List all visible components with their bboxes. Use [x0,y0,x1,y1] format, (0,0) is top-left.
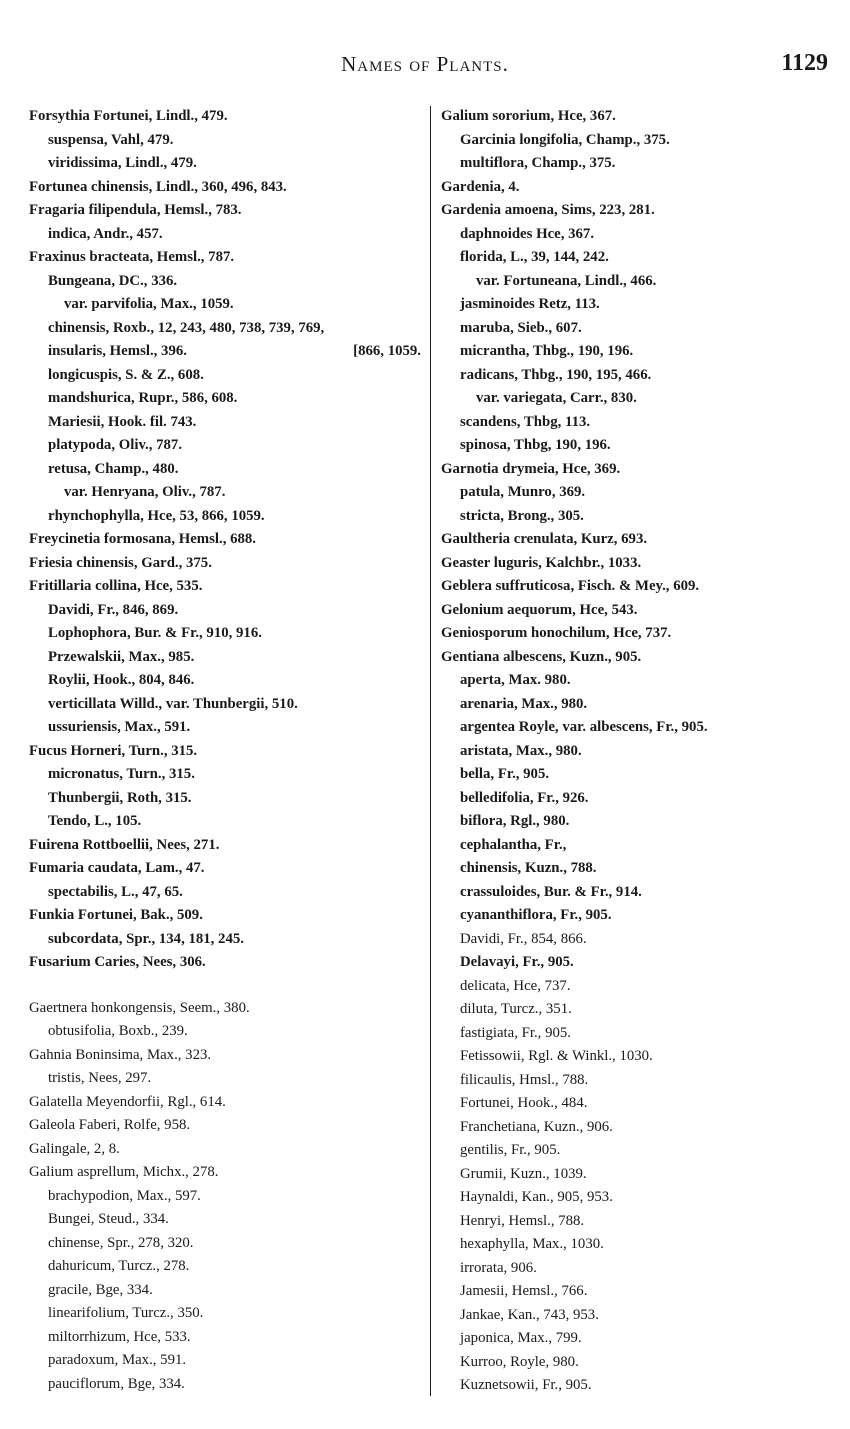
index-entry [441,857,836,881]
index-entry [29,293,421,317]
index-entry [29,387,421,411]
entry-text: insularis, Hemsl., 396. [48,343,187,359]
entry-text: spinosa, Thbg, 190, 196. [460,437,611,453]
entry-text: Mariesii, Hook. fil. 743. [48,413,197,430]
entry-text: Fetissowii, Rgl. & Winkl., 1030. [460,1048,653,1064]
entry-text: Jamesii, Hemsl., 766. [460,1283,588,1299]
entry-text: Kurroo, Royle, 980. [460,1353,579,1370]
entry-text: Funkia Fortunei, Bak., 509. [29,907,203,923]
index-entry [441,1327,836,1351]
index-entry [29,740,421,764]
index-entry [441,246,836,270]
right-column [441,105,836,1398]
index-entry [441,1351,836,1375]
entry-text: micronatus, Turn., 315. [48,766,195,782]
entry-text: Delavayi, Fr., 905. [460,954,574,970]
entry-text: Jankae, Kan., 743, 953. [460,1306,599,1323]
page-header [0,50,850,90]
entry-text: chinensis, Roxb., 12, 243, 480, 738, 739, 769, [48,319,325,336]
index-entry [441,152,836,176]
index-entry [441,387,836,411]
entry-text: belledifolia, Fr., 926. [460,789,589,806]
index-entry [29,270,421,294]
entry-text: filicaulis, Hmsl., 788. [460,1071,589,1088]
entry-text: Gardenia, 4. [441,178,520,195]
entry-text: Freycinetia formosana, Hemsl., 688. [29,531,256,547]
index-entry [29,622,421,646]
index-entry [29,223,421,247]
index-entry [441,411,836,435]
entry-text: multiflora, Champ., 375. [460,155,616,171]
index-entry [29,669,421,693]
page-number: 1129 [781,50,828,76]
index-entry [29,1020,421,1044]
index-entry [441,834,836,858]
index-entry [29,129,421,153]
entry-text: radicans, Thbg., 190, 195, 466. [460,366,652,383]
entry-text: Garnotia drymeia, Hce, 369. [441,460,621,477]
index-entry [29,1349,421,1373]
entry-text: rhynchophylla, Hce, 53, 866, 1059. [48,507,265,524]
entry-text: Thunbergii, Roth, 315. [48,789,192,806]
entry-text: Geaster luguris, Kalchbr., 1033. [441,554,642,571]
index-entry [441,599,836,623]
index-entry [441,223,836,247]
index-entry [441,129,836,153]
index-entry [29,528,421,552]
entry-text: Fragaria filipendula, Hemsl., 783. [29,202,242,218]
index-entry [29,693,421,717]
index-entry [29,997,421,1021]
index-entry [441,810,836,834]
entry-text: var. Fortuneana, Lindl., 466. [476,272,657,289]
index-entry [29,340,421,364]
entry-text: platypoda, Oliv., 787. [48,437,183,453]
index-entry [441,1069,836,1093]
entry-text: longicuspis, S. & Z., 608. [48,366,204,383]
index-entry [441,505,836,529]
entry-text: Przewalskii, Max., 985. [48,648,195,665]
entry-text: Garcinia longifolia, Champ., 375. [460,131,670,148]
index-entry [29,1255,421,1279]
entry-text: aristata, Max., 980. [460,742,582,759]
entry-text: Bungei, Steud., 334. [48,1211,169,1227]
entry-text: var. Henryana, Oliv., 787. [64,484,226,500]
index-entry [441,364,836,388]
index-entry [441,270,836,294]
index-entry [441,881,836,905]
index-entry [441,199,836,223]
entry-text: verticillata Willd., var. Thunbergii, 510. [48,695,298,712]
entry-text: fastigiata, Fr., 905. [460,1024,571,1041]
entry-text: linearifolium, Turcz., 350. [48,1305,204,1321]
entry-text: Fritillaria collina, Hce, 535. [29,578,203,594]
entry-text: Grumii, Kuzn., 1039. [460,1165,587,1182]
index-entry [441,787,836,811]
index-entry [29,1067,421,1091]
entry-text: miltorrhizum, Hce, 533. [48,1328,191,1345]
entry-text: Haynaldi, Kan., 905, 953. [460,1189,613,1205]
entry-text: patula, Munro, 369. [460,484,586,500]
entry-text: argentea Royle, var. albescens, Fr., 905. [460,719,708,735]
entry-text: Galeola Faberi, Rolfe, 958. [29,1117,191,1133]
index-entry [29,1279,421,1303]
column-divider [430,106,431,1396]
entry-text: Fumaria caudata, Lam., 47. [29,860,205,876]
index-entry [441,340,836,364]
entry-text: indica, Andr., 457. [48,225,163,242]
entry-text: Geniosporum honochilum, Hce, 737. [441,625,672,641]
entry-text: Friesia chinensis, Gard., 375. [29,554,212,571]
index-entry [441,105,836,129]
index-entry [441,1139,836,1163]
entry-text: Galium asprellum, Michx., 278. [29,1164,219,1180]
entry-text: arenaria, Max., 980. [460,695,588,712]
index-entry [441,528,836,552]
entry-text: stricta, Brong., 305. [460,507,584,524]
entry-text: daphnoides Hce, 367. [460,225,595,242]
entry-text: obtusifolia, Boxb., 239. [48,1023,188,1039]
index-entry [29,951,421,975]
index-entry [441,293,836,317]
section-gap [29,975,421,997]
index-entry [29,834,421,858]
entry-text: Fusarium Caries, Nees, 306. [29,954,206,970]
entry-text: gracile, Bge, 334. [48,1281,153,1298]
entry-text: Galium sororium, Hce, 367. [441,108,616,124]
entry-text: Gahnia Boninsima, Max., 323. [29,1046,212,1063]
index-entry [441,998,836,1022]
entry-text: tristis, Nees, 297. [48,1070,152,1086]
entry-text: brachypodion, Max., 597. [48,1187,201,1204]
entry-text: Fucus Horneri, Turn., 315. [29,742,198,759]
entry-text: Bungeana, DC., 336. [48,272,178,289]
entry-text: Davidi, Fr., 854, 866. [460,930,587,947]
index-entry [441,176,836,200]
index-entry [441,951,836,975]
index-entry [29,176,421,200]
entry-text: Fortunei, Hook., 484. [460,1095,588,1111]
index-entry [441,904,836,928]
entry-text: jasminoides Retz, 113. [460,296,600,312]
entry-text: subcordata, Spr., 134, 181, 245. [48,930,244,947]
entry-text: Geblera suffruticosa, Fisch. & Mey., 609. [441,578,700,594]
entry-text: florida, L., 39, 144, 242. [460,249,609,265]
entry-text: scandens, Thbg, 113. [460,413,591,430]
index-entry [29,810,421,834]
entry-text: Fraxinus bracteata, Hemsl., 787. [29,249,235,265]
index-entry [29,1302,421,1326]
index-entry [441,928,836,952]
entry-text: var. variegata, Carr., 830. [476,390,637,406]
entry-text: gentilis, Fr., 905. [460,1142,561,1158]
index-entry [441,1022,836,1046]
index-entry [441,669,836,693]
entry-text: Gardenia amoena, Sims, 223, 281. [441,202,655,218]
index-entry [441,716,836,740]
index-entry [29,317,421,341]
index-entry [29,552,421,576]
index-entry [29,1232,421,1256]
entry-text: japonica, Max., 799. [460,1330,582,1346]
entry-text: diluta, Turcz., 351. [460,1001,572,1017]
entry-text: irrorata, 906. [460,1259,537,1276]
entry-continuation: [866, 1059. [353,343,421,359]
index-entry [441,1116,836,1140]
index-entry [441,693,836,717]
index-entry [441,481,836,505]
index-entry [29,1044,421,1068]
entry-text: Tendo, L., 105. [48,813,142,829]
index-entry [29,1326,421,1350]
entry-text: retusa, Champ., 480. [48,460,179,477]
index-entry [441,1374,836,1398]
entry-text: pauciflorum, Bge, 334. [48,1375,185,1392]
entry-text: Kuznetsowii, Fr., 905. [460,1377,592,1393]
entry-text: hexaphylla, Max., 1030. [460,1236,604,1252]
index-entry [441,317,836,341]
entry-text: Gentiana albescens, Kuzn., 905. [441,648,642,665]
index-entry [29,246,421,270]
index-entry [29,481,421,505]
entry-text: Davidi, Fr., 846, 869. [48,601,179,618]
entry-text: micrantha, Thbg., 190, 196. [460,343,634,359]
entry-text: Forsythia Fortunei, Lindl., 479. [29,108,228,124]
index-entry [441,1163,836,1187]
index-entry [29,199,421,223]
index-entry [29,787,421,811]
entry-text: Henryi, Hemsl., 788. [460,1212,585,1229]
entry-text: paradoxum, Max., 591. [48,1352,187,1368]
index-entry [441,434,836,458]
index-entry [441,1186,836,1210]
index-entry [441,1045,836,1069]
index-entry [441,1210,836,1234]
index-entry [441,622,836,646]
entry-text: aperta, Max. 980. [460,672,571,688]
index-entry [29,1161,421,1185]
entry-text: mandshurica, Rupr., 586, 608. [48,390,238,406]
entry-text: Franchetiana, Kuzn., 906. [460,1118,613,1135]
index-entry [29,904,421,928]
index-entry [29,364,421,388]
index-entry [29,1185,421,1209]
index-entry [29,928,421,952]
entry-text: Gaertnera honkongensis, Seem., 380. [29,999,250,1016]
entry-text: Galingale, 2, 8. [29,1140,120,1157]
entry-text: chinensis, Kuzn., 788. [460,860,597,876]
entry-text: chinense, Spr., 278, 320. [48,1234,194,1251]
index-entry [29,716,421,740]
index-entry [441,575,836,599]
index-entry [29,411,421,435]
entry-text: crassuloides, Bur. & Fr., 914. [460,883,642,900]
index-entry [29,599,421,623]
index-entry [441,1257,836,1281]
index-entry [29,1091,421,1115]
index-entry [441,740,836,764]
entry-text: cyananthiflora, Fr., 905. [460,907,612,923]
entry-text: Gelonium aequorum, Hce, 543. [441,601,638,618]
index-entry [441,646,836,670]
index-entry [29,881,421,905]
index-entry [29,105,421,129]
entry-text: Roylii, Hook., 804, 846. [48,672,195,688]
index-entry [441,763,836,787]
entry-text: maruba, Sieb., 607. [460,319,582,336]
index-entry [29,505,421,529]
entry-text: Lophophora, Bur. & Fr., 910, 916. [48,625,262,641]
index-entry [29,434,421,458]
entry-text: var. parvifolia, Max., 1059. [64,296,234,312]
entry-text: biflora, Rgl., 980. [460,813,570,829]
entry-text: ussuriensis, Max., 591. [48,719,191,735]
entry-text: Galatella Meyendorfii, Rgl., 614. [29,1093,226,1110]
index-entry [29,458,421,482]
entry-text: delicata, Hce, 737. [460,977,571,994]
index-entry [29,1208,421,1232]
index-entry [29,575,421,599]
left-column [29,105,421,1396]
index-entry [441,552,836,576]
index-entry [441,1280,836,1304]
index-entry [441,1233,836,1257]
entry-text: Fuirena Rottboellii, Nees, 271. [29,836,220,853]
entry-text: spectabilis, L., 47, 65. [48,883,183,900]
index-entry [29,152,421,176]
index-entry [441,975,836,999]
index-entry [29,1138,421,1162]
entry-text: Gaultheria crenulata, Kurz, 693. [441,531,648,547]
index-entry [29,646,421,670]
index-entry [441,1304,836,1328]
entry-text: cephalantha, Fr., [460,836,567,853]
entry-text: Fortunea chinensis, Lindl., 360, 496, 843. [29,178,287,195]
index-entry [441,458,836,482]
entry-text: suspensa, Vahl, 479. [48,131,174,148]
entry-text: dahuricum, Turcz., 278. [48,1258,190,1274]
index-entry [29,1114,421,1138]
index-entry [29,1373,421,1397]
entry-text: bella, Fr., 905. [460,766,550,782]
index-entry [29,763,421,787]
index-entry [441,1092,836,1116]
index-entry [29,857,421,881]
page-title: Names of Plants. [341,52,509,76]
entry-text: viridissima, Lindl., 479. [48,155,197,171]
